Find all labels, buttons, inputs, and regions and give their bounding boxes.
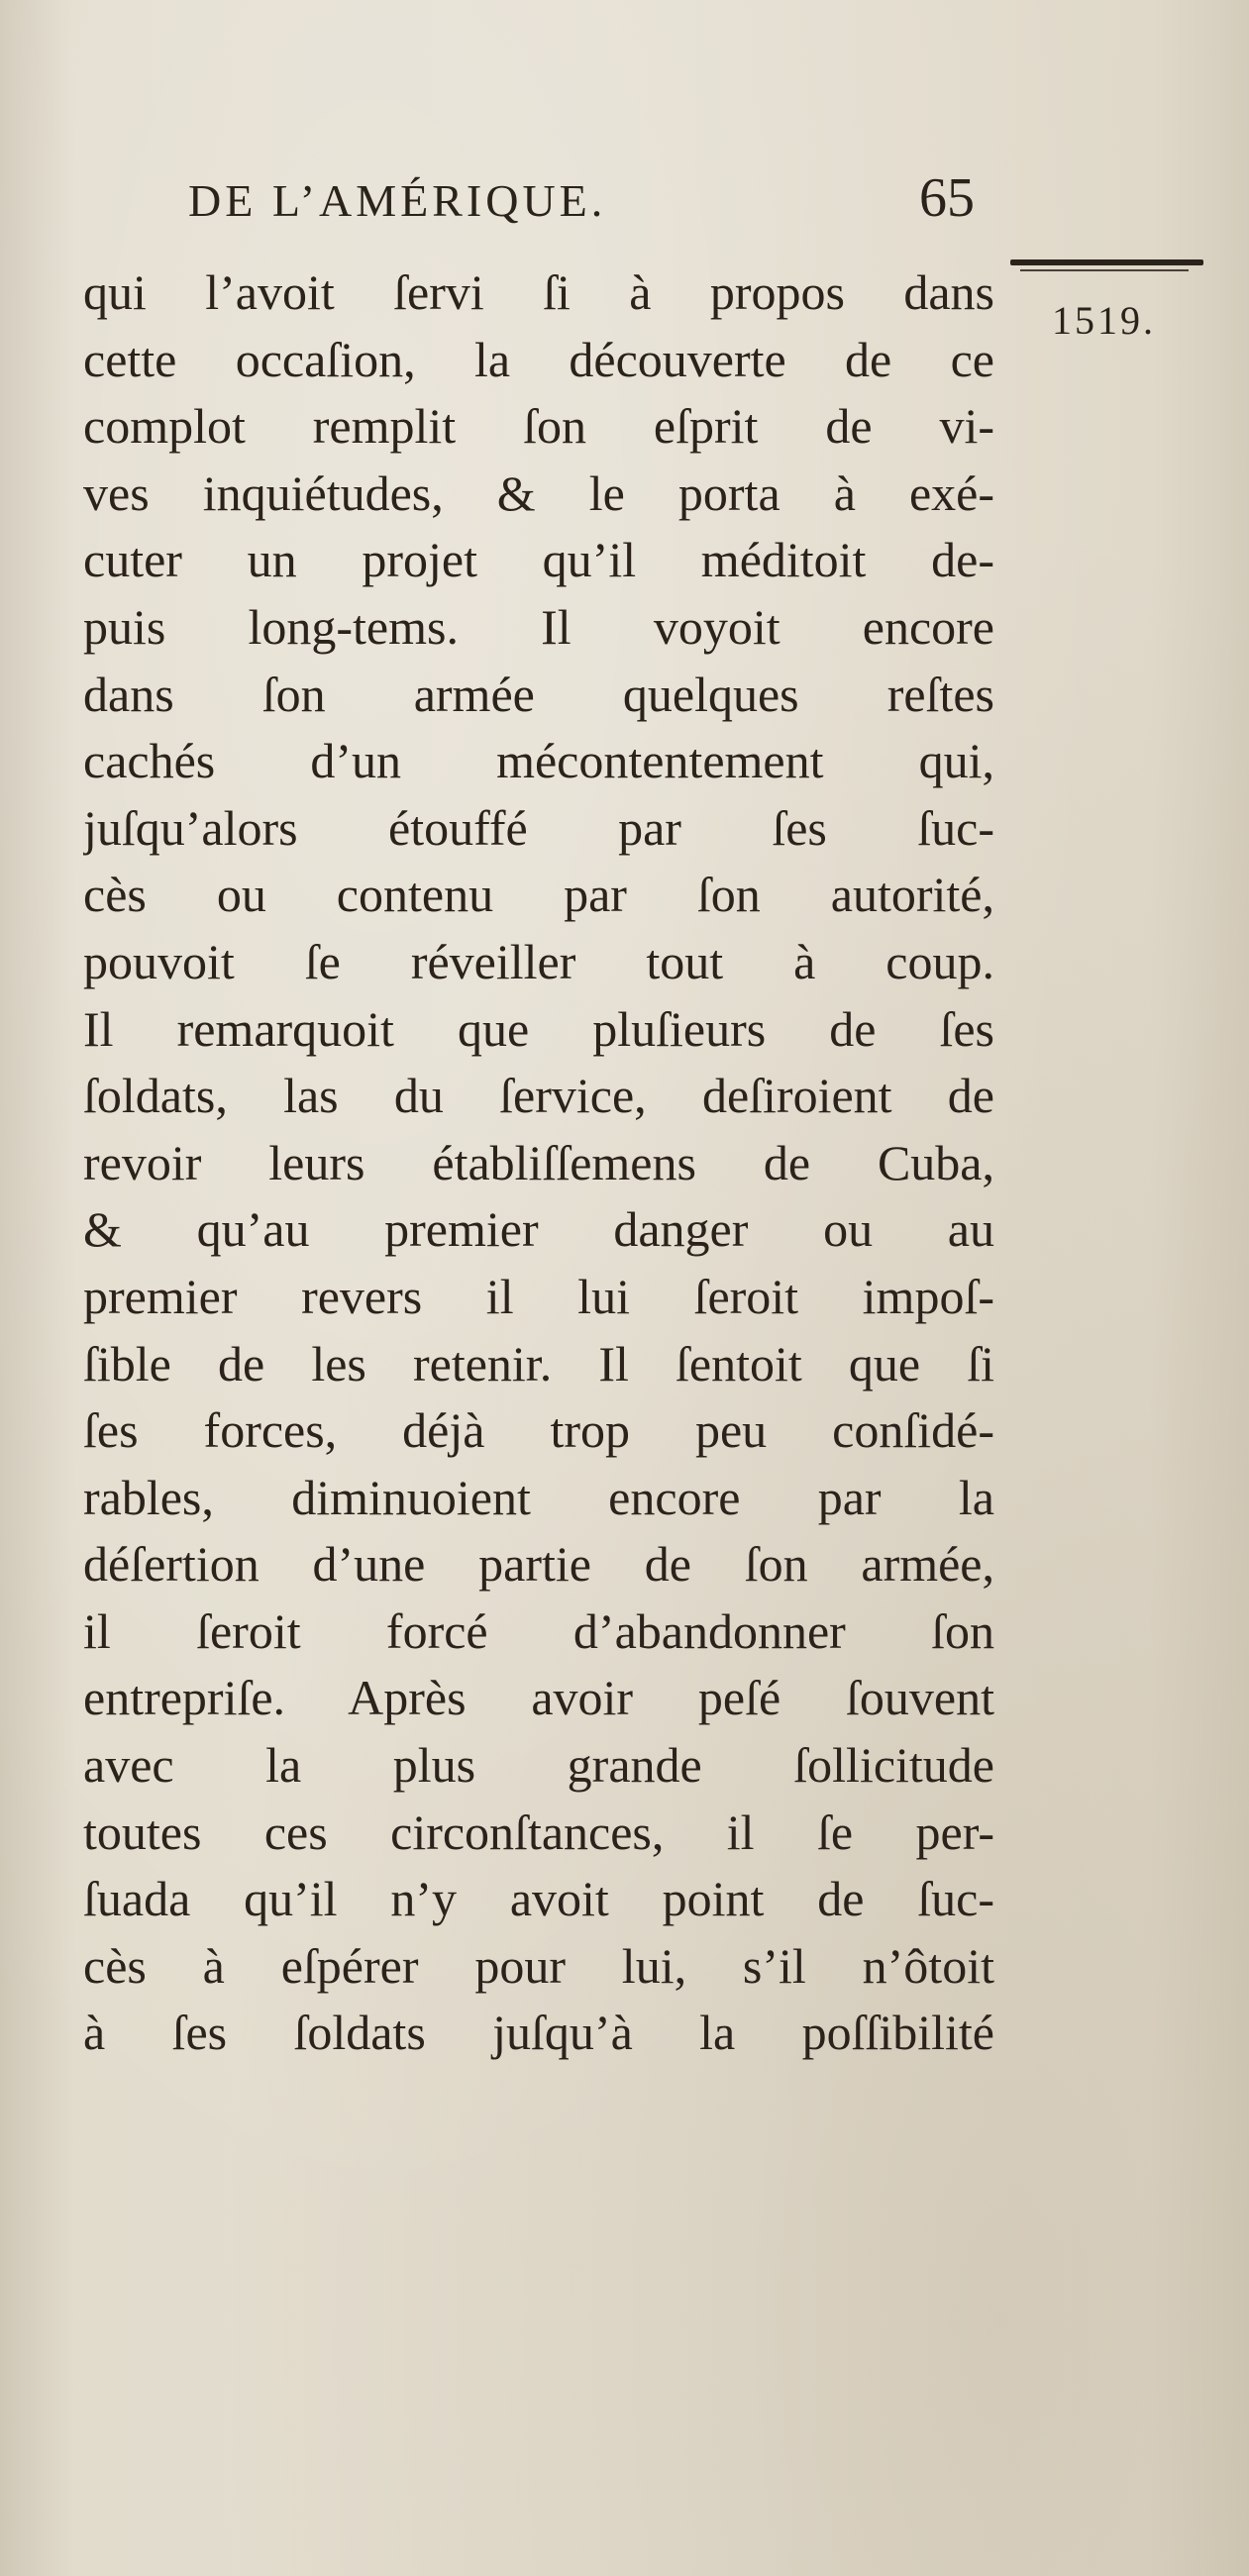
text-line: juſqu’alors étouffé par ſes ſuc- [83, 799, 994, 856]
text-line: ſoldats, las du ſervice, deſiroient de [83, 1068, 994, 1124]
running-header [188, 167, 1000, 244]
margin-rule [1010, 259, 1203, 265]
margin-year: 1519. [1052, 298, 1156, 343]
text-line: il ſeroit forcé d’abandonner ſon [83, 1602, 994, 1659]
margin-rule-thin [1020, 269, 1189, 271]
page-number: 65 [919, 167, 975, 229]
text-line: avec la plus grande ſollicitude [83, 1737, 994, 1794]
text-line: revoir leurs établiſſemens de Cuba, [83, 1134, 994, 1190]
body-text [83, 259, 994, 2067]
text-line: cachés d’un mécontentement qui, [83, 733, 994, 789]
text-line: déſertion d’une partie de ſon armée, [83, 1536, 994, 1593]
text-line: rables, diminuoient encore par la [83, 1469, 994, 1525]
text-line: cette occaſion, la découverte de ce [83, 331, 994, 387]
running-title: DE L’AMÉRIQUE. [188, 175, 607, 226]
text-line: entrepriſe. Après avoir peſé ſouvent [83, 1670, 994, 1726]
text-line: ves inquiétudes, & le porta à exé- [83, 464, 994, 521]
text-line: toutes ces circonſtances, il ſe per- [83, 1803, 994, 1860]
text-line: cès à eſpérer pour lui, s’il n’ôtoit [83, 1937, 994, 1994]
text-line: & qu’au premier danger ou au [83, 1201, 994, 1258]
text-line: premier revers il lui ſeroit impoſ- [83, 1268, 994, 1324]
text-line: dans ſon armée quelques reſtes [83, 666, 994, 722]
text-line: Il remarquoit que pluſieurs de ſes [83, 1000, 994, 1057]
text-line: cuter un projet qu’il méditoit de- [83, 532, 994, 588]
text-line: pouvoit ſe réveiller tout à coup. [83, 933, 994, 989]
text-line: ſible de les retenir. Il ſentoit que ſi [83, 1335, 994, 1391]
text-line: ſuada qu’il n’y avoit point de ſuc- [83, 1871, 994, 1927]
text-line: puis long-tems. Il voyoit encore [83, 598, 994, 655]
text-line: à ſes ſoldats juſqu’à la poſſibilité [83, 2005, 994, 2061]
text-line: qui l’avoit ſervi ſi à propos dans [83, 264, 994, 320]
text-line: complot remplit ſon eſprit de vi- [83, 398, 994, 455]
text-line: ſes forces, déjà trop peu conſidé- [83, 1402, 994, 1459]
text-line: cès ou contenu par ſon autorité, [83, 867, 994, 923]
